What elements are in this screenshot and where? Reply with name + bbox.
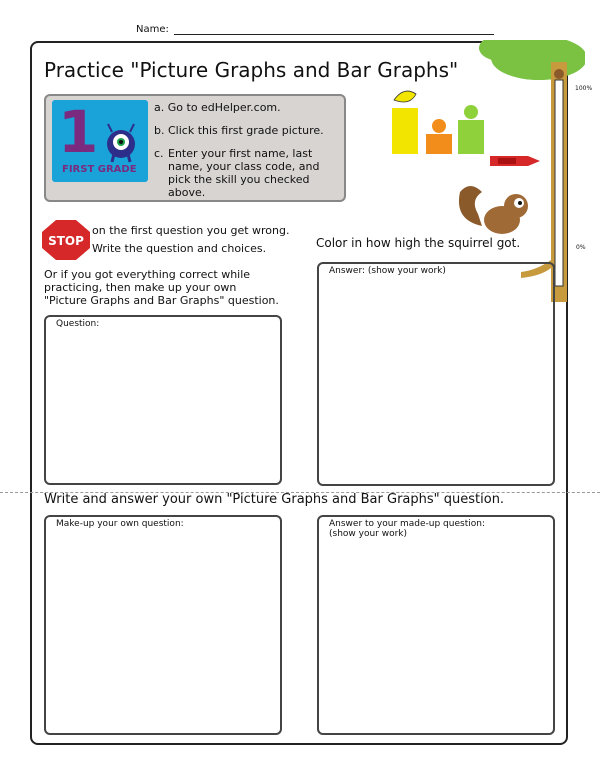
step-b: b. Click this first grade picture. — [154, 124, 324, 137]
write-prompt: Write and answer your own "Picture Graphs and Bar Graphs" question. — [44, 492, 505, 507]
scale-top-label: 100% — [575, 85, 593, 92]
answer-box[interactable] — [317, 262, 555, 486]
scale-bottom-label: 0% — [576, 244, 586, 251]
makeup-question-box[interactable] — [44, 515, 282, 735]
makeup-label: Make-up your own question: — [56, 519, 184, 529]
stop-sign-icon — [42, 220, 90, 260]
makeup-answer-box[interactable] — [317, 515, 555, 735]
grade-label: FIRST GRADE — [62, 164, 137, 175]
page-title: Practice "Picture Graphs and Bar Graphs" — [44, 58, 459, 82]
svg-text:STOP: STOP — [48, 234, 84, 248]
correct-instructions: Or if you got everything correct while practicing, then make up your own "Picture Graphs and Bar Graphs" question. — [44, 268, 279, 307]
color-prompt: Color in how high the squirrel got. — [316, 236, 521, 250]
step-a: a. Go to edHelper.com. — [154, 101, 281, 114]
name-label: Name: — [136, 24, 169, 35]
step-c: c. Enter your first name, last name, your class code, and pick the skill you checked above. — [154, 147, 320, 199]
name-line[interactable] — [174, 34, 494, 35]
question-label: Question: — [56, 319, 100, 329]
makeup-answer-label: Answer to your made-up question: (show your work) — [329, 519, 485, 539]
grade-number: 1 — [58, 98, 99, 166]
monster-icon — [100, 118, 142, 164]
answer-label: Answer: (show your work) — [329, 266, 446, 276]
stop-instructions: on the first question you get wrong. Write the question and choices. — [92, 224, 290, 255]
question-box[interactable] — [44, 315, 282, 485]
